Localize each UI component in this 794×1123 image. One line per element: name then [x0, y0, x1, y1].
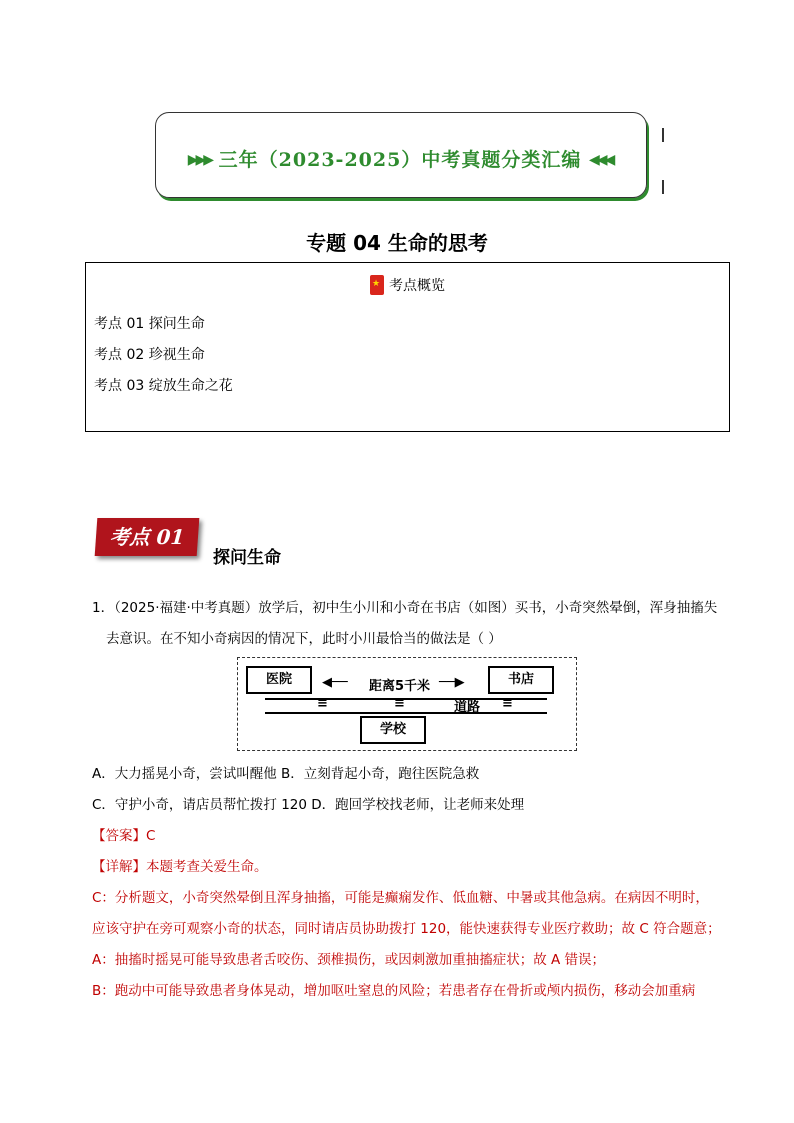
options-c-d: C．守护小奇，请店员帮忙拨打 120 D．跑回学校找老师，让老师来处理	[92, 797, 525, 813]
overview-item: 考点 02 珍视生命	[94, 347, 205, 363]
banner-text: 三年（2023-2025）中考真题分类汇编	[218, 149, 582, 171]
overview-item: 考点 01 探问生命	[94, 316, 205, 332]
question-line: 去意识。在不知小奇病因的情况下，此时小川最恰当的做法是（ ）	[106, 631, 502, 647]
overview-heading-text: 考点概览	[389, 278, 445, 294]
bookstore-box: 书店	[488, 666, 554, 694]
banner-decoration	[662, 128, 664, 142]
answer-label: 【答案】	[92, 828, 146, 844]
section-tag: 考点 01	[95, 518, 200, 556]
left-arrows-icon: ◀◀◀	[588, 152, 613, 168]
banner-title	[155, 145, 645, 172]
map-diagram	[237, 657, 577, 751]
overview-item: 考点 03 绽放生命之花	[94, 378, 233, 394]
road-line	[265, 712, 547, 714]
question-line: 1．（2025·福建·中考真题）放学后，初中生小川和小奇在书店（如图）买书，小奇突然晕倒，浑身抽搐失	[92, 600, 718, 616]
detail-text: A：抽搐时摇晃可能导致患者舌咬伤、颈椎损伤，或因刺激加重抽搐症状；故 A 错误；	[92, 952, 606, 968]
road-marking: ≡	[502, 696, 513, 711]
banner-decoration	[662, 180, 664, 194]
distance-arrow: ◀──	[322, 675, 348, 690]
hospital-box: 医院	[246, 666, 312, 694]
distance-label: 距离5千米	[369, 679, 431, 694]
road-marking: ≡	[394, 696, 405, 711]
flag-icon	[370, 275, 384, 295]
options-a-b: A．大力摇晃小奇，尝试叫醒他 B．立刻背起小奇，跑往医院急救	[92, 766, 480, 782]
overview-heading	[86, 275, 729, 295]
answer-line	[92, 826, 155, 846]
detail-text: B：跑动中可能导致患者身体晃动，增加呕吐窒息的风险；若患者存在骨折或颅内损伤，移动会加重病	[92, 983, 696, 999]
page-title: 专题 04 生命的思考	[306, 231, 488, 255]
overview-box	[85, 262, 730, 432]
road-label: 道路	[454, 700, 481, 715]
detail-text: 应该守护在旁可观察小奇的状态，同时请店员协助拨打 120，能快速获得专业医疗救助；故 C 符合题意；	[92, 921, 721, 937]
answer-value: C	[146, 828, 156, 844]
right-arrows-icon: ▶▶▶	[187, 152, 212, 168]
section-title: 探问生命	[213, 548, 281, 568]
detail-label: 【详解】	[92, 859, 146, 875]
detail-line	[92, 857, 268, 877]
detail-intro: 本题考查关爱生命。	[146, 859, 268, 875]
detail-text: C：分析题文，小奇突然晕倒且浑身抽搐，可能是癫痫发作、低血糖、中暑或其他急病。在病因不明时，	[92, 890, 709, 906]
distance-arrow: ──▶	[439, 675, 465, 690]
road-marking: ≡	[317, 696, 328, 711]
school-box: 学校	[360, 716, 426, 744]
